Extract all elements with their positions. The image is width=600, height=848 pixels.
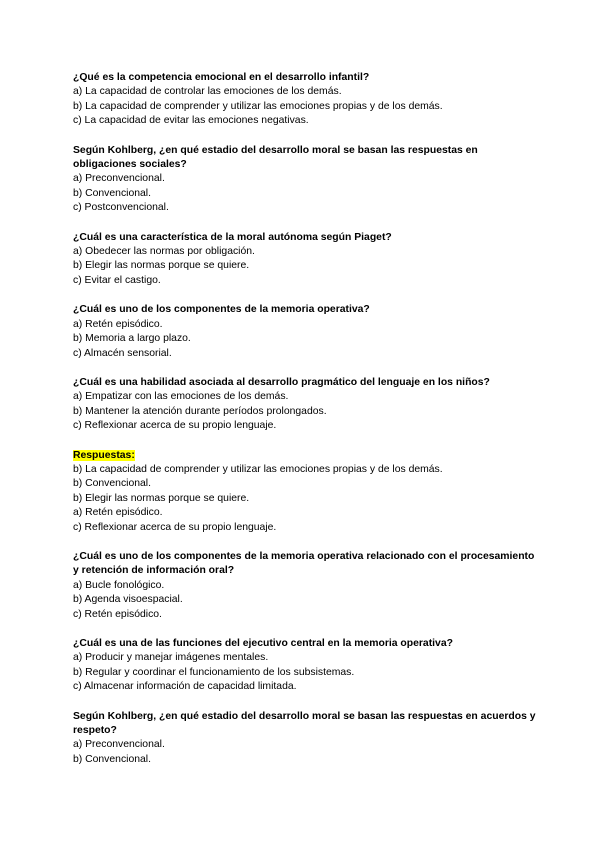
option-a: a) Bucle fonológico. xyxy=(73,579,165,591)
question-text: ¿Qué es la competencia emocional en el desarrollo infantil? xyxy=(73,72,370,83)
option-a: a) Producir y manejar imágenes mentales. xyxy=(73,652,269,664)
question-text: ¿Cuál es uno de los componentes de la memoria operativa? xyxy=(73,304,370,316)
question-text: ¿Cuál es una habilidad asociada al desarrollo pragmático del lenguaje en los niños? xyxy=(73,376,490,388)
question-text: Según Kohlberg, ¿en qué estadio del desarrollo moral se basan las respuestas en obligaciones sociales? xyxy=(73,144,478,171)
answer-item: b) La capacidad de comprender y utilizar las emociones propias y de los demás. xyxy=(73,463,443,475)
option-b: b) Mantener la atención durante períodos prolongados. xyxy=(73,405,327,417)
question-text: ¿Cuál es una característica de la moral autónoma según Piaget? xyxy=(73,231,392,243)
answers-heading xyxy=(73,449,543,463)
question-text: ¿Cuál es una de las funciones del ejecutivo central en la memoria operativa? xyxy=(73,638,453,649)
question-text: Según Kohlberg, ¿en qué estadio del desarrollo moral se basan las respuestas en acuerdos y respeto? xyxy=(73,710,536,737)
option-c: c) Postconvencional. xyxy=(73,202,169,214)
option-b: b) Convencional. xyxy=(73,187,151,199)
question-block xyxy=(73,637,543,695)
option-c: c) La capacidad de evitar las emociones negativas. xyxy=(73,115,309,127)
answers-block xyxy=(73,449,543,535)
answer-item: a) Retén episódico. xyxy=(73,507,163,519)
option-a: a) Empatizar con las emociones de los demás. xyxy=(73,391,289,403)
answer-item: b) Elegir las normas porque se quiere. xyxy=(73,492,250,504)
option-a: a) Preconvencional. xyxy=(73,739,165,751)
question-block xyxy=(73,144,543,216)
question-block xyxy=(73,710,543,768)
option-c: c) Almacenar información de capacidad limitada. xyxy=(73,681,297,693)
option-c: c) Almacén sensorial. xyxy=(73,347,172,359)
option-a: a) Preconvencional. xyxy=(73,173,165,185)
question-block xyxy=(73,303,543,361)
answers-heading-highlight: Respuestas: xyxy=(73,449,135,461)
option-b: b) La capacidad de comprender y utilizar las emociones propias y de los demás. xyxy=(73,100,443,112)
answer-item: c) Reflexionar acerca de su propio lenguaje. xyxy=(73,521,277,533)
option-c: c) Reflexionar acerca de su propio lenguaje. xyxy=(73,420,277,432)
option-a: a) Obedecer las normas por obligación. xyxy=(73,246,255,258)
option-c: c) Retén episódico. xyxy=(73,608,162,620)
option-b: b) Convencional. xyxy=(73,753,151,765)
option-a: a) Retén episódico. xyxy=(73,318,163,330)
document-content xyxy=(73,71,543,782)
question-block xyxy=(73,550,543,622)
option-a: a) La capacidad de controlar las emociones de los demás. xyxy=(73,86,342,98)
question-block xyxy=(73,71,543,129)
question-block xyxy=(73,376,543,434)
option-b: b) Agenda visoespacial. xyxy=(73,594,183,606)
question-block xyxy=(73,231,543,289)
option-c: c) Evitar el castigo. xyxy=(73,274,161,286)
option-b: b) Regular y coordinar el funcionamiento de los subsistemas. xyxy=(73,666,355,678)
question-text: ¿Cuál es uno de los componentes de la memoria operativa relacionado con el procesamiento y retención de información oral? xyxy=(73,550,535,577)
option-b: b) Elegir las normas porque se quiere. xyxy=(73,260,250,272)
answer-item: b) Convencional. xyxy=(73,478,151,490)
option-b: b) Memoria a largo plazo. xyxy=(73,333,191,345)
